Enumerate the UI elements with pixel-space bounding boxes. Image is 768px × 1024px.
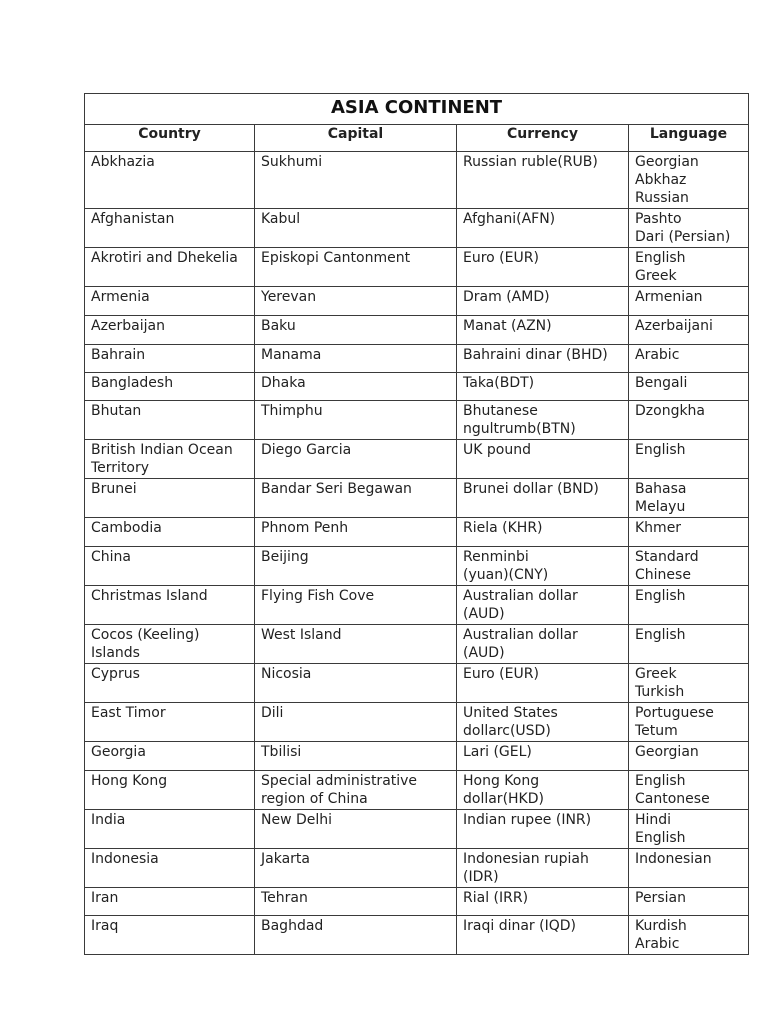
country-cell-line: Christmas Island <box>91 588 208 604</box>
capital-cell-line: Manama <box>261 347 322 363</box>
country-cell <box>85 518 255 547</box>
table-row <box>85 849 749 888</box>
country-cell <box>85 479 255 518</box>
currency-cell <box>457 916 629 955</box>
language-cell-line: Arabic <box>635 936 680 952</box>
capital-cell <box>255 248 457 287</box>
currency-cell-line: Brunei dollar (BND) <box>463 481 599 497</box>
table-row <box>85 373 749 401</box>
currency-cell-line: United States <box>463 705 558 721</box>
language-cell-line: Greek <box>635 268 677 284</box>
currency-cell-line: Russian ruble(RUB) <box>463 154 598 170</box>
capital-cell <box>255 345 457 373</box>
currency-cell <box>457 888 629 916</box>
country-cell-line: Islands <box>91 645 140 661</box>
country-cell <box>85 586 255 625</box>
language-cell <box>629 316 749 345</box>
asia-continent-table <box>84 93 749 955</box>
column-header-country: Country <box>85 125 255 152</box>
currency-cell-line: (yuan)(CNY) <box>463 567 549 583</box>
language-cell-line: English <box>635 442 686 458</box>
country-cell <box>85 287 255 316</box>
language-cell-line: Armenian <box>635 289 703 305</box>
currency-cell-line: dollarc(USD) <box>463 723 551 739</box>
country-cell <box>85 888 255 916</box>
capital-cell <box>255 373 457 401</box>
capital-cell-line: Dili <box>261 705 284 721</box>
table-row <box>85 345 749 373</box>
language-cell-line: English <box>635 250 686 266</box>
language-cell-line: Abkhaz <box>635 172 687 188</box>
country-cell <box>85 664 255 703</box>
table-row <box>85 625 749 664</box>
language-cell-line: Dzongkha <box>635 403 706 419</box>
currency-cell <box>457 625 629 664</box>
language-cell <box>629 209 749 248</box>
currency-cell <box>457 547 629 586</box>
currency-cell-line: (IDR) <box>463 869 499 885</box>
language-cell-line: Russian <box>635 190 689 206</box>
capital-cell-line: Thimphu <box>261 403 323 419</box>
table-row <box>85 440 749 479</box>
currency-cell-line: Indonesian rupiah <box>463 851 589 867</box>
language-cell <box>629 625 749 664</box>
column-header-language: Language <box>629 125 749 152</box>
table-row <box>85 152 749 209</box>
capital-cell-line: region of China <box>261 791 368 807</box>
language-cell-line: Dari (Persian) <box>635 229 731 245</box>
language-cell-line: Tetum <box>635 723 678 739</box>
currency-cell-line: Dram (AMD) <box>463 289 550 305</box>
country-cell-line: China <box>91 549 131 565</box>
table-body <box>85 152 749 955</box>
language-cell-line: Hindi <box>635 812 672 828</box>
currency-cell-line: Indian rupee (INR) <box>463 812 592 828</box>
country-cell-line: Akrotiri and Dhekelia <box>91 250 238 266</box>
table-row <box>85 771 749 810</box>
language-cell <box>629 518 749 547</box>
currency-cell-line: Euro (EUR) <box>463 666 539 682</box>
country-cell <box>85 810 255 849</box>
language-cell <box>629 810 749 849</box>
capital-cell-line: Bandar Seri Begawan <box>261 481 412 497</box>
language-cell <box>629 916 749 955</box>
capital-cell-line: Kabul <box>261 211 301 227</box>
capital-cell-line: Nicosia <box>261 666 312 682</box>
currency-cell-line: Rial (IRR) <box>463 890 529 906</box>
language-cell <box>629 287 749 316</box>
column-header-capital: Capital <box>255 125 457 152</box>
country-cell <box>85 401 255 440</box>
country-cell-line: Iraq <box>91 918 119 934</box>
country-cell-line: Brunei <box>91 481 137 497</box>
currency-cell <box>457 248 629 287</box>
currency-cell <box>457 703 629 742</box>
table-row <box>85 888 749 916</box>
country-cell <box>85 440 255 479</box>
country-cell-line: Indonesia <box>91 851 159 867</box>
capital-cell <box>255 209 457 248</box>
country-cell-line: Bhutan <box>91 403 142 419</box>
language-cell-line: Melayu <box>635 499 686 515</box>
currency-cell-line: dollar(HKD) <box>463 791 544 807</box>
capital-cell-line: Tehran <box>261 890 308 906</box>
capital-cell <box>255 625 457 664</box>
language-cell <box>629 849 749 888</box>
language-cell-line: Khmer <box>635 520 682 536</box>
country-cell <box>85 771 255 810</box>
currency-cell <box>457 479 629 518</box>
country-cell-line: Armenia <box>91 289 150 305</box>
table-row <box>85 547 749 586</box>
currency-cell-line: Bahraini dinar (BHD) <box>463 347 608 363</box>
language-cell-line: Indonesian <box>635 851 712 867</box>
currency-cell-line: (AUD) <box>463 645 505 661</box>
table-row <box>85 664 749 703</box>
language-cell-line: English <box>635 830 686 846</box>
capital-cell <box>255 518 457 547</box>
capital-cell <box>255 152 457 209</box>
document-page <box>84 93 748 955</box>
country-cell <box>85 209 255 248</box>
language-cell <box>629 703 749 742</box>
currency-cell <box>457 664 629 703</box>
language-cell <box>629 345 749 373</box>
language-cell-line: Pashto <box>635 211 682 227</box>
capital-cell-line: Tbilisi <box>261 744 302 760</box>
country-cell-line: Cyprus <box>91 666 140 682</box>
table-row <box>85 287 749 316</box>
capital-cell <box>255 479 457 518</box>
language-cell-line: Georgian <box>635 154 699 170</box>
language-cell-line: Bahasa <box>635 481 687 497</box>
language-cell <box>629 742 749 771</box>
capital-cell-line: New Delhi <box>261 812 333 828</box>
capital-cell <box>255 316 457 345</box>
language-cell-line: Georgian <box>635 744 699 760</box>
language-cell-line: English <box>635 773 686 789</box>
country-cell <box>85 248 255 287</box>
language-cell <box>629 771 749 810</box>
currency-cell <box>457 345 629 373</box>
country-cell <box>85 152 255 209</box>
capital-cell <box>255 440 457 479</box>
country-cell-line: India <box>91 812 126 828</box>
capital-cell <box>255 771 457 810</box>
language-cell <box>629 248 749 287</box>
table-row <box>85 209 749 248</box>
currency-cell-line: Hong Kong <box>463 773 540 789</box>
capital-cell-line: Special administrative <box>261 773 418 789</box>
capital-cell-line: Yerevan <box>261 289 317 305</box>
table-title: ASIA CONTINENT <box>85 94 749 125</box>
currency-cell-line: Afghani(AFN) <box>463 211 556 227</box>
currency-cell-line: (AUD) <box>463 606 505 622</box>
capital-cell-line: Phnom Penh <box>261 520 349 536</box>
country-cell-line: Bahrain <box>91 347 146 363</box>
country-cell-line: British Indian Ocean <box>91 442 233 458</box>
currency-cell-line: Bhutanese <box>463 403 538 419</box>
country-cell-line: Georgia <box>91 744 146 760</box>
language-cell-line: Turkish <box>635 684 685 700</box>
currency-cell-line: Australian dollar <box>463 627 578 643</box>
currency-cell <box>457 849 629 888</box>
currency-cell-line: Iraqi dinar (IQD) <box>463 918 576 934</box>
capital-cell <box>255 287 457 316</box>
country-cell-line: Iran <box>91 890 119 906</box>
country-cell <box>85 849 255 888</box>
currency-cell <box>457 771 629 810</box>
language-cell <box>629 547 749 586</box>
header-row <box>85 125 749 152</box>
country-cell-line: Cambodia <box>91 520 162 536</box>
language-cell <box>629 479 749 518</box>
language-cell-line: Greek <box>635 666 677 682</box>
language-cell-line: Bengali <box>635 375 688 391</box>
language-cell-line: Azerbaijani <box>635 318 713 334</box>
country-cell-line: Hong Kong <box>91 773 168 789</box>
capital-cell-line: Jakarta <box>261 851 310 867</box>
language-cell-line: Cantonese <box>635 791 710 807</box>
currency-cell <box>457 287 629 316</box>
table-row <box>85 248 749 287</box>
capital-cell <box>255 849 457 888</box>
currency-cell-line: Taka(BDT) <box>463 375 535 391</box>
currency-cell-line: Riela (KHR) <box>463 520 543 536</box>
capital-cell-line: Baghdad <box>261 918 324 934</box>
currency-cell <box>457 373 629 401</box>
language-cell-line: English <box>635 588 686 604</box>
country-cell <box>85 742 255 771</box>
currency-cell-line: Australian dollar <box>463 588 578 604</box>
country-cell <box>85 373 255 401</box>
capital-cell <box>255 586 457 625</box>
capital-cell <box>255 888 457 916</box>
language-cell <box>629 401 749 440</box>
currency-cell-line: Lari (GEL) <box>463 744 532 760</box>
country-cell <box>85 703 255 742</box>
language-cell-line: Chinese <box>635 567 691 583</box>
country-cell <box>85 547 255 586</box>
table-row <box>85 916 749 955</box>
language-cell-line: Persian <box>635 890 686 906</box>
currency-cell <box>457 742 629 771</box>
currency-cell-line: Renminbi <box>463 549 529 565</box>
language-cell-line: English <box>635 627 686 643</box>
language-cell <box>629 373 749 401</box>
country-cell <box>85 916 255 955</box>
country-cell-line: Abkhazia <box>91 154 155 170</box>
language-cell-line: Portuguese <box>635 705 714 721</box>
currency-cell <box>457 401 629 440</box>
title-row <box>85 94 749 125</box>
capital-cell-line: Sukhumi <box>261 154 323 170</box>
country-cell <box>85 625 255 664</box>
country-cell-line: Cocos (Keeling) <box>91 627 200 643</box>
country-cell-line: Afghanistan <box>91 211 175 227</box>
country-cell-line: Bangladesh <box>91 375 174 391</box>
capital-cell <box>255 916 457 955</box>
currency-cell-line: Euro (EUR) <box>463 250 539 266</box>
language-cell-line: Kurdish <box>635 918 687 934</box>
capital-cell <box>255 810 457 849</box>
table-row <box>85 518 749 547</box>
capital-cell-line: Diego Garcia <box>261 442 352 458</box>
language-cell <box>629 440 749 479</box>
table-row <box>85 316 749 345</box>
country-cell <box>85 345 255 373</box>
table-row <box>85 742 749 771</box>
language-cell <box>629 664 749 703</box>
capital-cell-line: West Island <box>261 627 342 643</box>
country-cell <box>85 316 255 345</box>
language-cell-line: Arabic <box>635 347 680 363</box>
language-cell-line: Standard <box>635 549 699 565</box>
currency-cell <box>457 152 629 209</box>
country-cell-line: Azerbaijan <box>91 318 165 334</box>
table-row <box>85 810 749 849</box>
capital-cell-line: Dhaka <box>261 375 306 391</box>
capital-cell <box>255 703 457 742</box>
capital-cell-line: Flying Fish Cove <box>261 588 375 604</box>
table-row <box>85 401 749 440</box>
country-cell-line: East Timor <box>91 705 166 721</box>
currency-cell-line: Manat (AZN) <box>463 318 552 334</box>
currency-cell <box>457 316 629 345</box>
currency-cell-line: UK pound <box>463 442 531 458</box>
capital-cell-line: Baku <box>261 318 296 334</box>
language-cell <box>629 586 749 625</box>
capital-cell <box>255 547 457 586</box>
capital-cell <box>255 401 457 440</box>
currency-cell <box>457 209 629 248</box>
currency-cell-line: ngultrumb(BTN) <box>463 421 576 437</box>
language-cell <box>629 152 749 209</box>
country-cell-line: Territory <box>91 460 150 476</box>
language-cell <box>629 888 749 916</box>
capital-cell-line: Episkopi Cantonment <box>261 250 411 266</box>
currency-cell <box>457 518 629 547</box>
currency-cell <box>457 440 629 479</box>
capital-cell-line: Beijing <box>261 549 309 565</box>
column-header-currency: Currency <box>457 125 629 152</box>
currency-cell <box>457 810 629 849</box>
table-row <box>85 586 749 625</box>
currency-cell <box>457 586 629 625</box>
table-row <box>85 479 749 518</box>
capital-cell <box>255 664 457 703</box>
table-row <box>85 703 749 742</box>
capital-cell <box>255 742 457 771</box>
